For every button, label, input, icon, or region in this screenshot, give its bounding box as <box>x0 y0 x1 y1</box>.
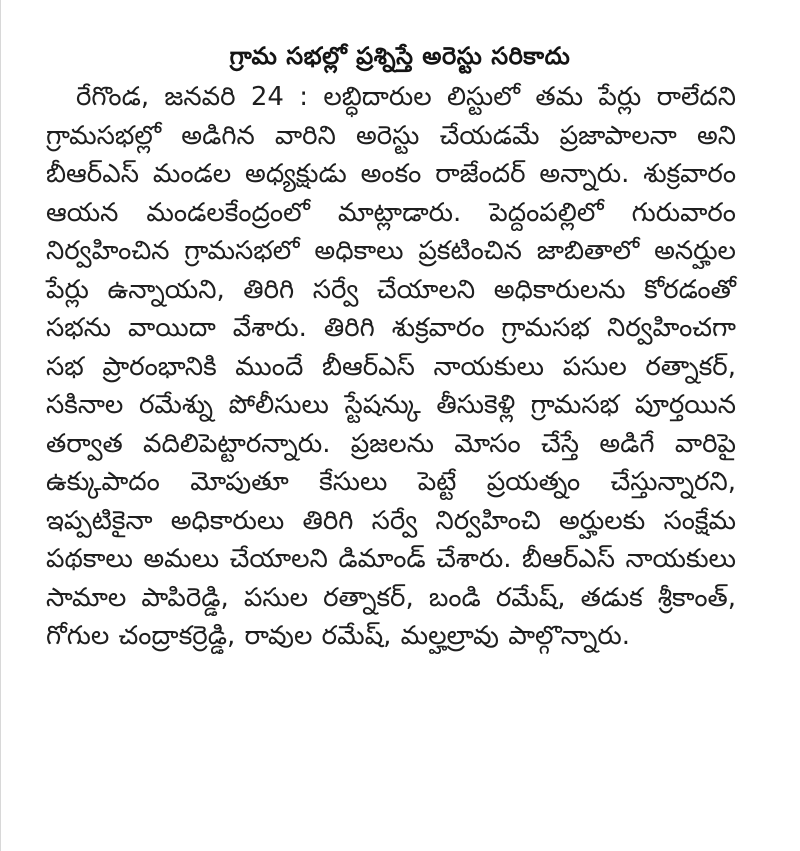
article-body: రేగొండ, జనవరి 24 : లబ్ధిదారుల లిస్టులో తమ పేర్లు రాలేదని గ్రామసభల్లో అడిగిన వారిని అరెస్టు చేయడమే ప్రజాపాలనా అని బీఆర్ఎస్ మండల అధ్యక్షుడు అంకం రాజేందర్ అన్నారు. శుక్రవారం ఆయన మండలకేంద్రంలో మాట్లాడారు. పెద్దంపల్లిలో గురువారం నిర్వహించిన గ్రామసభలో అధికాలు ప్రకటించిన జాబితాలో అనర్హుల పేర్లు ఉన్నాయని, తిరిగి సర్వే చేయాలని అధికారులను కోరడంతో సభను వాయిదా వేశారు. తిరిగి శుక్రవారం గ్రామసభ నిర్వహించగా సభ ప్రారంభానికి ముందే బీఆర్ఎస్ నాయకులు పసుల రత్నాకర్, సకినాల రమేశ్ను పోలీసులు స్టేషన్కు తీసుకెళ్లి గ్రామసభ పూర్తయిన తర్వాత వదిలిపెట్టారన్నారు. ప్రజలను మోసం చేస్తే అడిగే వారిపై ఉక్కుపాదం మోపుతూ కేసులు పెట్టే ప్రయత్నం చేస్తున్నారని, ఇప్పటికైనా అధికారులు తిరిగి సర్వే నిర్వహించి అర్హులకు సంక్షేమ పథకాలు అమలు చేయాలని డిమాండ్ చేశారు. బీఆర్ఎస్ నాయకులు సామాల పాపిరెడ్డి, పసుల రత్నాకర్, బండి రమేష్, తడుక శ్రీకాంత్, గోగుల చంద్రాకర్రెడ్డి, రావుల రమేష్, మల్హల్రావు పాల్గొన్నారు. <box>46 82 736 651</box>
clipping-edge <box>0 0 1 851</box>
headline: గ్రామ సభల్లో ప్రశ్నిస్తే అరెస్టు సరికాదు <box>229 42 571 71</box>
